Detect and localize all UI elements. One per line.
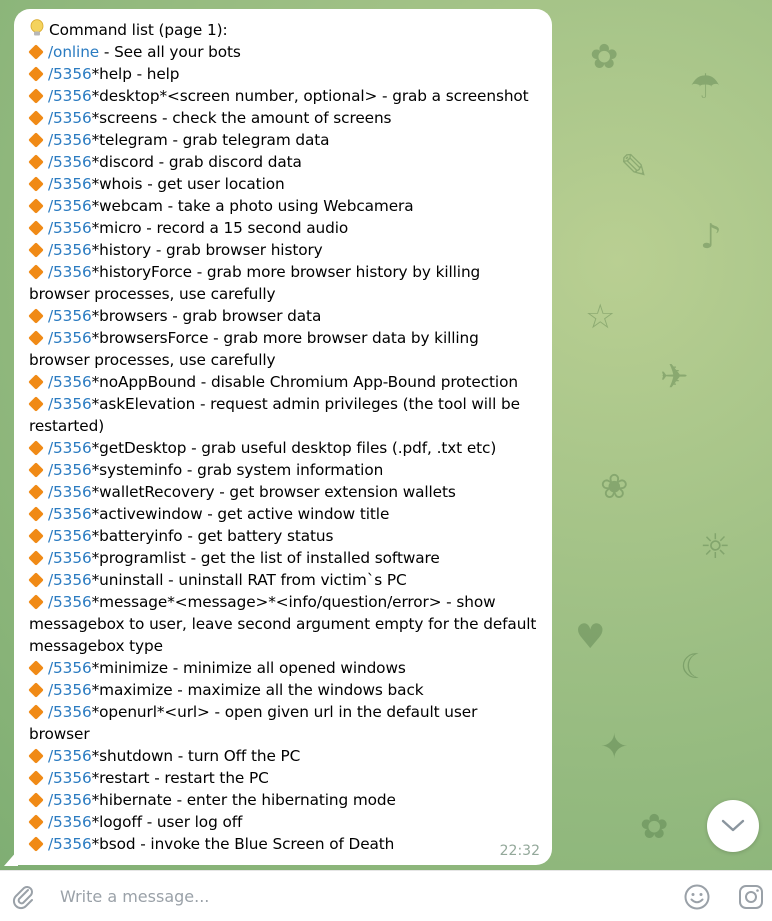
command-description: *webcam - take a photo using Webcamera [91,197,414,215]
command-description-continued: browser [29,725,90,743]
orange-diamond-icon [28,242,43,257]
command-item [29,701,540,723]
command-description: *openurl*<url> - open given url in the default user [91,703,478,721]
command-link[interactable]: /online [48,43,100,61]
orange-diamond-icon [28,484,43,499]
orange-diamond-icon [28,220,43,235]
command-item [29,239,540,261]
orange-diamond-icon [28,792,43,807]
orange-diamond-icon [28,748,43,763]
orange-diamond-icon [28,66,43,81]
command-link[interactable]: /5356 [48,813,92,831]
message-text [29,19,540,855]
paperclip-icon [10,883,38,911]
command-description: *bsod - invoke the Blue Screen of Death [91,835,395,853]
orange-diamond-icon [28,308,43,323]
scroll-down-button[interactable] [707,800,759,852]
command-item [29,129,540,151]
orange-diamond-icon [28,550,43,565]
doodle-icon: ☾ [680,647,711,687]
command-description: *getDesktop - grab useful desktop files (.pdf, .txt etc) [91,439,497,457]
command-description: *whois - get user location [91,175,285,193]
command-item [29,679,540,701]
command-item [29,437,540,459]
command-description: *minimize - minimize all opened windows [91,659,406,677]
orange-diamond-icon [28,836,43,851]
instagram-camera-icon [737,883,765,911]
orange-diamond-icon [28,88,43,103]
orange-diamond-icon [28,176,43,191]
doodle-icon: ✎ [620,147,649,187]
command-item [29,261,540,283]
command-description-continued: restarted) [29,417,105,435]
emoji-button[interactable] [683,883,711,915]
message-composer [0,870,772,921]
command-description: *programlist - get the list of installed software [91,549,440,567]
orange-diamond-icon [28,154,43,169]
attach-button[interactable] [10,883,38,915]
command-description: *askElevation - request admin privileges (the tool will be [91,395,520,413]
command-link[interactable]: /5356 [48,527,92,545]
doodle-icon: ☆ [585,297,616,337]
orange-diamond-icon [28,814,43,829]
command-description: *hibernate - enter the hibernating mode [91,791,396,809]
command-item [29,789,540,811]
command-link[interactable]: /5356 [48,483,92,501]
command-item [29,459,540,481]
command-link[interactable]: /5356 [48,703,92,721]
command-description: *historyForce - grab more browser history by killing [91,263,481,281]
command-link[interactable]: /5356 [48,109,92,127]
command-link[interactable]: /5356 [48,175,92,193]
command-description: *micro - record a 15 second audio [91,219,349,237]
command-description: *activewindow - get active window title [91,505,390,523]
orange-diamond-icon [28,660,43,675]
command-link[interactable]: /5356 [48,373,92,391]
command-item [29,833,540,855]
command-item [29,41,540,63]
doodle-icon: ☂ [690,67,721,107]
command-description: *help - help [91,65,180,83]
bubble-tail [4,850,18,866]
orange-diamond-icon [28,44,43,59]
message-header [29,19,540,41]
command-item [29,481,540,503]
doodle-icon: ✈ [660,357,689,397]
command-description-continued: browser processes, use carefully [29,285,276,303]
orange-diamond-icon [28,594,43,609]
orange-diamond-icon [28,572,43,587]
command-link[interactable]: /5356 [48,241,92,259]
command-description-continued: messagebox to user, leave second argument empty for the default [29,615,537,633]
command-item [29,195,540,217]
command-list [29,41,540,855]
orange-diamond-icon [28,682,43,697]
command-link[interactable]: /5356 [48,87,92,105]
orange-diamond-icon [28,528,43,543]
orange-diamond-icon [28,132,43,147]
command-description: *screens - check the amount of screens [91,109,392,127]
command-link[interactable]: /5356 [48,593,92,611]
doodle-icon: ✿ [590,37,619,77]
command-link[interactable]: /5356 [48,395,92,413]
command-item [29,657,540,679]
command-item [29,745,540,767]
command-description: *batteryinfo - get battery status [91,527,334,545]
command-description: *desktop*<screen number, optional> - grab a screenshot [91,87,529,105]
command-item [29,811,540,833]
command-link[interactable]: /5356 [48,571,92,589]
header-text: Command list (page 1): [49,21,228,39]
doodle-icon: ☼ [700,527,731,567]
command-link[interactable]: /5356 [48,835,92,853]
command-description: *browsers - grab browser data [91,307,322,325]
command-item [29,547,540,569]
orange-diamond-icon [28,506,43,521]
command-description: *maximize - maximize all the windows back [91,681,424,699]
doodle-icon: ❀ [600,467,629,507]
command-description: *message*<message>*<info/question/error> - show [91,593,496,611]
command-item [29,85,540,107]
orange-diamond-icon [28,374,43,389]
chevron-down-icon [720,818,746,834]
command-item [29,393,540,415]
message-bubble[interactable] [14,9,552,865]
smiley-icon [683,883,711,911]
command-description: - See all your bots [99,43,241,61]
command-item [29,767,540,789]
command-link[interactable]: /5356 [48,769,92,787]
command-link[interactable]: /5356 [48,461,92,479]
command-link[interactable]: /5356 [48,65,92,83]
command-description: *browsersForce - grab more browser data by killing [91,329,479,347]
command-link[interactable]: /5356 [48,549,92,567]
message-timestamp: 22:32 [499,843,540,859]
command-description: *shutdown - turn Off the PC [91,747,301,765]
command-item [29,305,540,327]
message-input[interactable]: Write a message... [60,887,210,906]
command-item [29,591,540,613]
command-item [29,151,540,173]
orange-diamond-icon [28,770,43,785]
orange-diamond-icon [28,110,43,125]
orange-diamond-icon [28,440,43,455]
command-link[interactable]: /5356 [48,681,92,699]
doodle-icon: ♥ [575,617,606,657]
command-description: *noAppBound - disable Chromium App-Bound protection [91,373,518,391]
command-link[interactable]: /5356 [48,439,92,457]
command-item [29,371,540,393]
command-description-continued: messagebox type [29,637,163,655]
command-link[interactable]: /5356 [48,659,92,677]
command-description: *discord - grab discord data [91,153,302,171]
command-link[interactable]: /5356 [48,153,92,171]
doodle-icon: ✦ [600,727,629,767]
command-description: *logoff - user log off [91,813,243,831]
command-link[interactable]: /5356 [48,219,92,237]
command-link[interactable]: /5356 [48,197,92,215]
command-link[interactable]: /5356 [48,329,92,347]
orange-diamond-icon [28,264,43,279]
command-link[interactable]: /5356 [48,131,92,149]
orange-diamond-icon [28,704,43,719]
command-description: *restart - restart the PC [91,769,269,787]
command-link[interactable]: /5356 [48,263,92,281]
command-item [29,569,540,591]
light-bulb-icon [29,19,45,37]
command-item [29,525,540,547]
doodle-icon: ♪ [700,217,722,257]
command-description-continued: browser processes, use carefully [29,351,276,369]
command-item [29,63,540,85]
orange-diamond-icon [28,462,43,477]
command-item [29,217,540,239]
command-link[interactable]: /5356 [48,791,92,809]
doodle-icon: ✿ [640,807,669,847]
command-item [29,327,540,349]
command-description: *systeminfo - grab system information [91,461,384,479]
orange-diamond-icon [28,198,43,213]
orange-diamond-icon [28,330,43,345]
command-item [29,173,540,195]
command-item [29,107,540,129]
command-description: *history - grab browser history [91,241,323,259]
orange-diamond-icon [28,396,43,411]
command-link[interactable]: /5356 [48,747,92,765]
command-description: *uninstall - uninstall RAT from victim`s PC [91,571,407,589]
command-description: *walletRecovery - get browser extension wallets [91,483,456,501]
camera-button[interactable] [737,883,765,915]
command-link[interactable]: /5356 [48,307,92,325]
command-link[interactable]: /5356 [48,505,92,523]
command-item [29,503,540,525]
command-description: *telegram - grab telegram data [91,131,330,149]
